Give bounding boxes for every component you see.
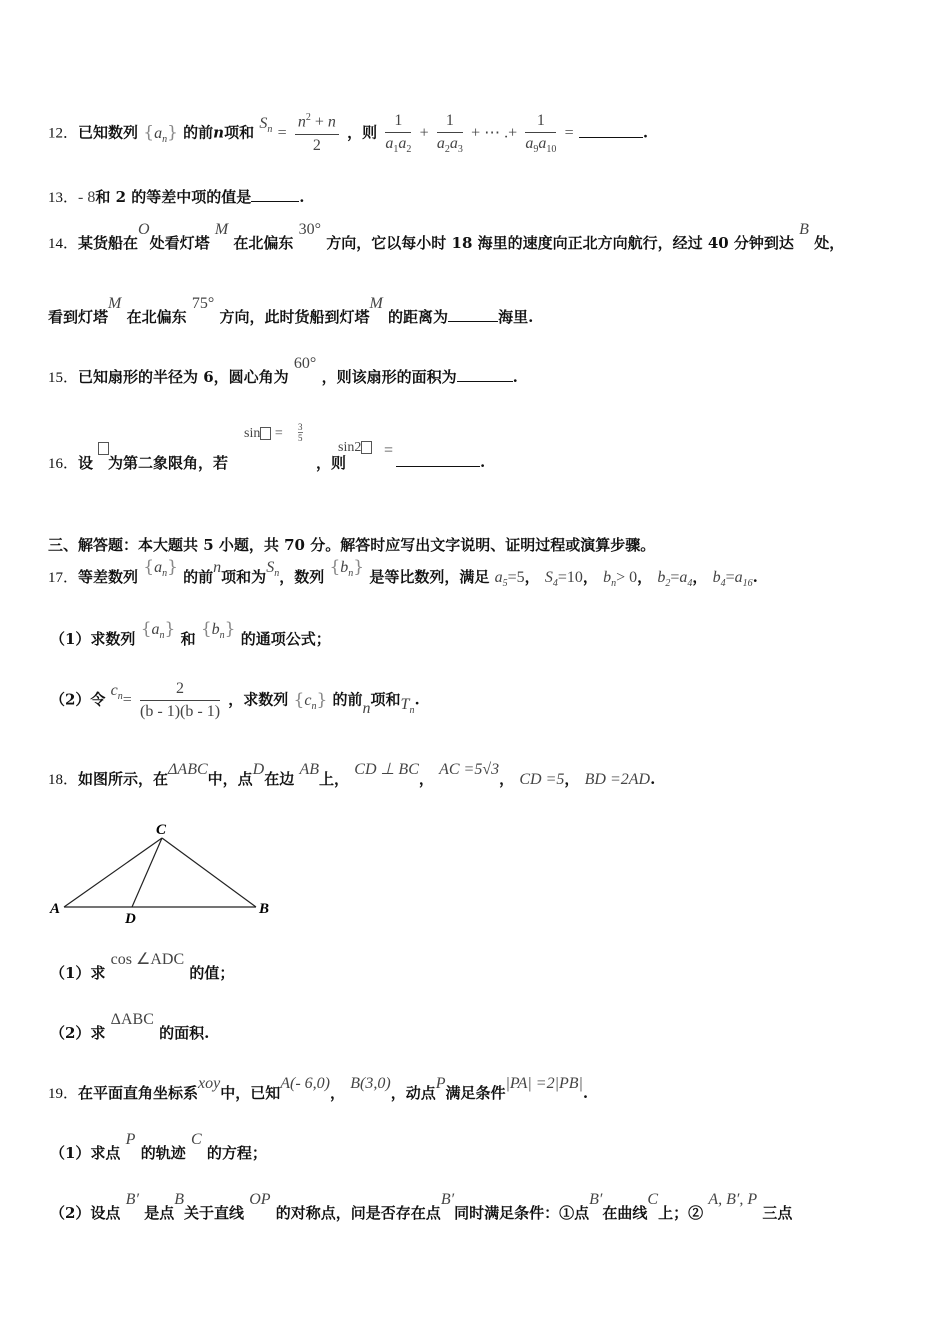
- answer-blank: [251, 187, 299, 202]
- label-C: C: [156, 822, 167, 838]
- q13-line: 13．- 8和 2 的等差中项的值是 .: [48, 188, 305, 206]
- side-CB: [162, 838, 256, 907]
- q14-line-1: 14．某货船在O处看灯塔 M 在北偏东 30° 方向，它以每小时 18 海里的速度向正北方向航行，经过 40 分钟到达 B 处，: [48, 221, 845, 252]
- q17-part-1: （1）求数列 $\{a_n\}$ 和 $\{b_n\}$ 的通项公式；: [50, 619, 331, 648]
- triangle-figure: [48, 820, 288, 930]
- label-A: A: [50, 901, 61, 917]
- answer-blank: [579, 123, 643, 138]
- section-3-title: 三、解答题：本大题共 5 小题，共 70 分。解答时应写出文字说明、证明过程或演算步骤。: [48, 536, 656, 554]
- q17-part-2: （2）令 $c_n=$ $\frac{2}{(b - 1)(b - 1)}$ ，求数列 $\{c_n\}$ 的前n项和$T_n$.: [50, 680, 420, 720]
- q14-line-2: 看到灯塔M 在北偏东 75° 方向，此时货船到灯塔M 的距离为 海里.: [48, 295, 534, 326]
- label-B: B: [259, 901, 270, 917]
- label-D: D: [125, 911, 136, 927]
- q19-part-1: （1）求点 P 的轨迹 C 的方程；: [50, 1131, 267, 1162]
- q12-number: 12．: [48, 125, 79, 142]
- answer-blank: [396, 452, 480, 467]
- answer-blank: [457, 367, 513, 382]
- q19-part-2: （2）设点 B′ 是点B关于直线 OP 的对称点，问是否存在点B′同时满足条件：①点B′在曲线C上；② A, B′, P 三点: [50, 1191, 793, 1222]
- q17-line: 17．等差数列 $\{a_n\}$ 的前n项和为$S_n$，数列 $\{b_n\}$ 是等比数列，满足 $a_5=5$， $S_4=10$， $b_n> 0$， $b_2=a_4$， $b_4=a_{16}$.: [48, 557, 758, 590]
- answer-blank: [448, 307, 498, 322]
- q17-cn-fraction: $\frac{2}{(b - 1)(b - 1)}$: [140, 680, 221, 720]
- q12-sum-fraction: $\frac{n^2 + n}{2}$: [295, 112, 339, 154]
- q12-line: 12．已知数列 $\{a_n\}$ 的前n项和 $S_n$ = $\frac{n^2 + n}{2}$ ，则 $\frac{1}{a_1a_2}$ + $\frac{1}{a_2a_3}$ + ⋯ .+ $\frac{1}{a_9a_{10}}$ = .: [48, 112, 649, 156]
- q18-line: 18．如图所示，在ΔABC中，点D在边 AB上， CD ⊥ BC， AC =5√3， CD =5， BD =2AD.: [48, 761, 656, 788]
- q19-line: 19．在平面直角坐标系xoy中，已知A(- 6,0)， B(3,0)，动点P满足条件|PA| =2|PB|.: [48, 1075, 589, 1102]
- q15-line: 15．已知扇形的半径为 6，圆心角为 60° ，则该扇形的面积为 .: [48, 355, 518, 386]
- q18-part-1: （1）求 cos ∠ADC 的值；: [50, 951, 235, 982]
- q18-part-2: （2）求 ΔABC 的面积.: [50, 1011, 210, 1042]
